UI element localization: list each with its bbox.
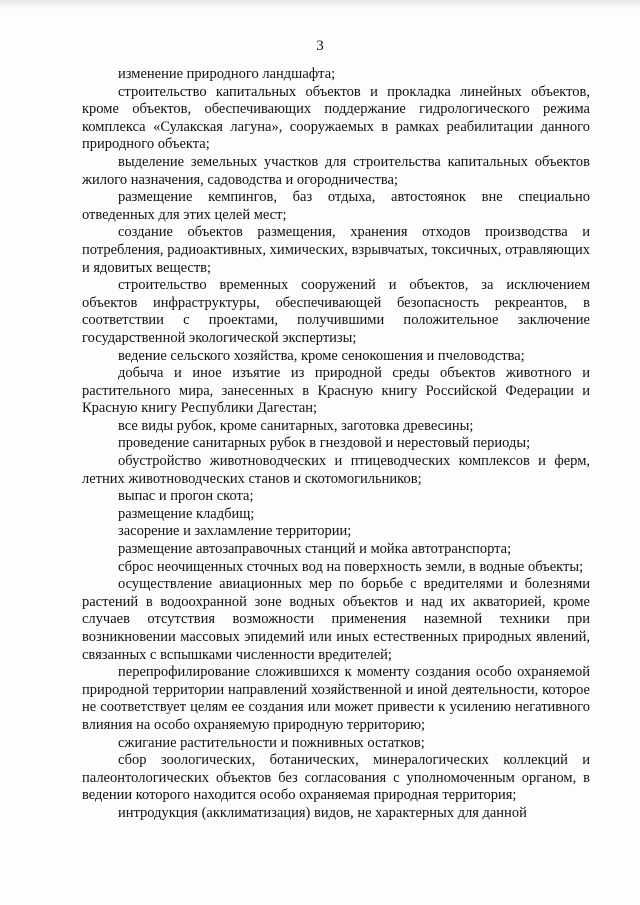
- list-item: все виды рубок, кроме санитарных, заготовка древесины;: [118, 417, 474, 434]
- list-item: размещение кемпингов, баз отдыха, автостоянок вне специально отведенных для этих целей мест;: [82, 189, 590, 223]
- list-item: интродукция (акклиматизация) видов, не характерных для данной: [118, 804, 527, 821]
- list-item: строительство временных сооружений и объектов, за исключением объектов инфраструктуры, обеспечивающей безопасность рекреантов, в соответствии с проектами, получившими положительное заключение государственной экологической экспертизы;: [82, 277, 590, 346]
- list-item: выделение земельных участков для строительства капитальных объектов жилого назначения, садоводства и огородничества;: [82, 153, 590, 188]
- list-item: проведение санитарных рубок в гнездовой и нерестовый периоды;: [118, 435, 531, 452]
- list-item: сбор зоологических, ботанических, минералогических коллекций и палеонтологических объектов без согласования с уполномоченным органом, в ведении которого находится особо охраняемая природная территория;: [82, 752, 590, 804]
- document-body: [82, 66, 590, 823]
- list-item: выпас и прогон скота;: [118, 488, 254, 505]
- list-item: размещение автозаправочных станций и мойка автотранспорта;: [118, 541, 512, 558]
- list-item: перепрофилирование сложившихся к моменту создания особо охраняемой природной территории направлений хозяйственной и иной деятельности, которое не соответствует целям ее создания или может привести к усилению негативного влияния на особо охраняемую природную территорию;: [82, 664, 590, 733]
- list-item: сжигание растительности и пожнивных остатков;: [118, 734, 425, 751]
- list-item: размещение кладбищ;: [118, 505, 255, 522]
- list-item: обустройство животноводческих и птицеводческих комплексов и ферм, летних животноводческих станов и скотомогильников;: [82, 453, 590, 487]
- page-number: 3: [316, 38, 324, 54]
- list-item: добыча и иное изъятие из природной среды объектов животного и растительного мира, занесенных в Красную книгу Российской Федерации и Красную книгу Республики Дагестан;: [82, 365, 590, 417]
- list-item: сброс неочищенных сточных вод на поверхность земли, в водные объекты;: [118, 558, 584, 575]
- scan-edge-shadow: [0, 0, 640, 10]
- list-item: засорение и захламление территории;: [118, 523, 352, 540]
- list-item: изменение природного ландшафта;: [118, 66, 336, 82]
- list-item: строительство капитальных объектов и прокладка линейных объектов, кроме объектов, обеспечивающих поддержание гидрологического режима комплекса «Сулакская лагуна», сооружаемых в рамках реабилитации данного природного объекта;: [82, 83, 590, 153]
- list-item: создание объектов размещения, хранения отходов производства и потребления, радиоактивных, химических, взрывчатых, токсичных, отравляющих и ядовитых веществ;: [82, 224, 590, 276]
- list-item: ведение сельского хозяйства, кроме сенокошения и пчеловодства;: [118, 347, 525, 364]
- list-item: осуществление авиационных мер по борьбе с вредителями и болезнями растений в водоохранной зоне водных объектов и над их акваторией, кроме случаев отсутствия возможности применения наземной техники при возникновении массовых эпидемий или иных естественных природных явлений, связанных с вспышками численности вредителей;: [82, 576, 590, 663]
